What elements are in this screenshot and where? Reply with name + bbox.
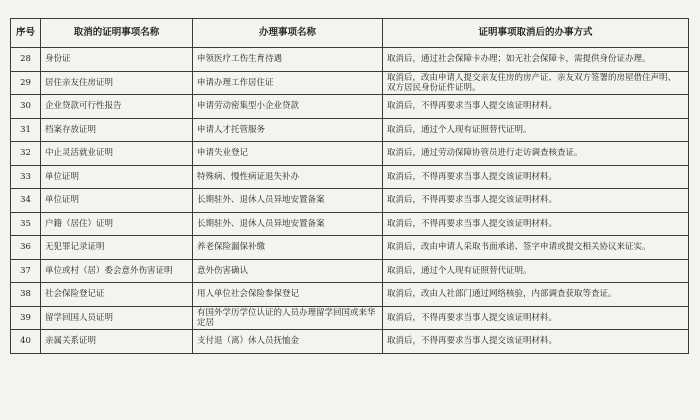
cert-name: 单位证明 bbox=[41, 189, 193, 213]
table-row bbox=[11, 236, 689, 260]
cert-name: 户籍（居住）证明 bbox=[41, 212, 193, 236]
method: 取消后，通过个人现有证照替代证明。 bbox=[383, 259, 689, 283]
cert-name: 留学回国人员证明 bbox=[41, 306, 193, 330]
method: 取消后，改由人社部门通过网络核验，内部调查获取等查证。 bbox=[383, 283, 689, 307]
table-row bbox=[11, 142, 689, 166]
method: 取消后，不得再要求当事人提交该证明材料。 bbox=[383, 165, 689, 189]
method: 取消后，通过劳动保障协管员进行走访调查核查证。 bbox=[383, 142, 689, 166]
table-row bbox=[11, 189, 689, 213]
row-number: 38 bbox=[11, 283, 41, 307]
table-row bbox=[11, 283, 689, 307]
cert-name: 无犯罪记录证明 bbox=[41, 236, 193, 260]
matter-name: 长期驻外、退休人员异地安置备案 bbox=[193, 212, 383, 236]
matter-name: 有国外学历学位认证的人员办理留学回国或来华定居 bbox=[193, 306, 383, 330]
method: 取消后，不得再要求当事人提交该证明材料。 bbox=[383, 189, 689, 213]
row-number: 32 bbox=[11, 142, 41, 166]
row-number: 29 bbox=[11, 71, 41, 95]
row-number: 34 bbox=[11, 189, 41, 213]
table-row bbox=[11, 306, 689, 330]
table-row bbox=[11, 259, 689, 283]
method: 取消后，不得再要求当事人提交该证明材料。 bbox=[383, 306, 689, 330]
matter-name: 用人单位社会保险参保登记 bbox=[193, 283, 383, 307]
header-cert-name: 取消的证明事项名称 bbox=[41, 19, 193, 48]
method: 取消后，改由申请人采取书面承诺、签字申请或提交相关协议来证实。 bbox=[383, 236, 689, 260]
matter-name: 申请失业登记 bbox=[193, 142, 383, 166]
matter-name: 申领医疗工伤生育待遇 bbox=[193, 48, 383, 72]
matter-name: 申请办理工作居住证 bbox=[193, 71, 383, 95]
table-row bbox=[11, 118, 689, 142]
matter-name: 申请劳动密集型小企业贷款 bbox=[193, 95, 383, 119]
header-matter-name: 办理事项名称 bbox=[193, 19, 383, 48]
matter-name: 养老保险漏保补缴 bbox=[193, 236, 383, 260]
method: 取消后，通过个人现有证照替代证明。 bbox=[383, 118, 689, 142]
table-row bbox=[11, 165, 689, 189]
method: 取消后，不得再要求当事人提交该证明材料。 bbox=[383, 212, 689, 236]
method: 取消后，不得再要求当事人提交该证明材料。 bbox=[383, 330, 689, 354]
cert-name: 身份证 bbox=[41, 48, 193, 72]
matter-name: 长期驻外、退休人员异地安置备案 bbox=[193, 189, 383, 213]
cert-name: 单位或村（居）委会意外伤害证明 bbox=[41, 259, 193, 283]
header-method: 证明事项取消后的办事方式 bbox=[383, 19, 689, 48]
cert-name: 单位证明 bbox=[41, 165, 193, 189]
table-row bbox=[11, 212, 689, 236]
row-number: 40 bbox=[11, 330, 41, 354]
matter-name: 支付退（离）休人员抚恤金 bbox=[193, 330, 383, 354]
table-row bbox=[11, 330, 689, 354]
table-row bbox=[11, 71, 689, 95]
matter-name: 意外伤害确认 bbox=[193, 259, 383, 283]
cert-name: 亲属关系证明 bbox=[41, 330, 193, 354]
row-number: 30 bbox=[11, 95, 41, 119]
cert-name: 档案存放证明 bbox=[41, 118, 193, 142]
method: 取消后，不得再要求当事人提交该证明材料。 bbox=[383, 95, 689, 119]
matter-name: 特殊病、慢性病证退失补办 bbox=[193, 165, 383, 189]
row-number: 37 bbox=[11, 259, 41, 283]
cert-name: 中止灵活就业证明 bbox=[41, 142, 193, 166]
row-number: 39 bbox=[11, 306, 41, 330]
row-number: 36 bbox=[11, 236, 41, 260]
table-row bbox=[11, 95, 689, 119]
header-number: 序号 bbox=[11, 19, 41, 48]
certificate-table bbox=[10, 18, 689, 354]
method: 取消后，改由申请人提交亲友住房的房产证、亲友双方签署的房屋借住声明、双方居民身份证件证明。 bbox=[383, 71, 689, 95]
method: 取消后，通过社会保障卡办理；如无社会保障卡，需提供身份证办理。 bbox=[383, 48, 689, 72]
cert-name: 社会保险登记证 bbox=[41, 283, 193, 307]
row-number: 33 bbox=[11, 165, 41, 189]
row-number: 31 bbox=[11, 118, 41, 142]
row-number: 35 bbox=[11, 212, 41, 236]
row-number: 28 bbox=[11, 48, 41, 72]
cert-name: 居住亲友住房证明 bbox=[41, 71, 193, 95]
table-row bbox=[11, 48, 689, 72]
matter-name: 申请人才托管服务 bbox=[193, 118, 383, 142]
table-body bbox=[11, 48, 689, 354]
cert-name: 企业贷款可行性报告 bbox=[41, 95, 193, 119]
header-row bbox=[11, 19, 689, 48]
